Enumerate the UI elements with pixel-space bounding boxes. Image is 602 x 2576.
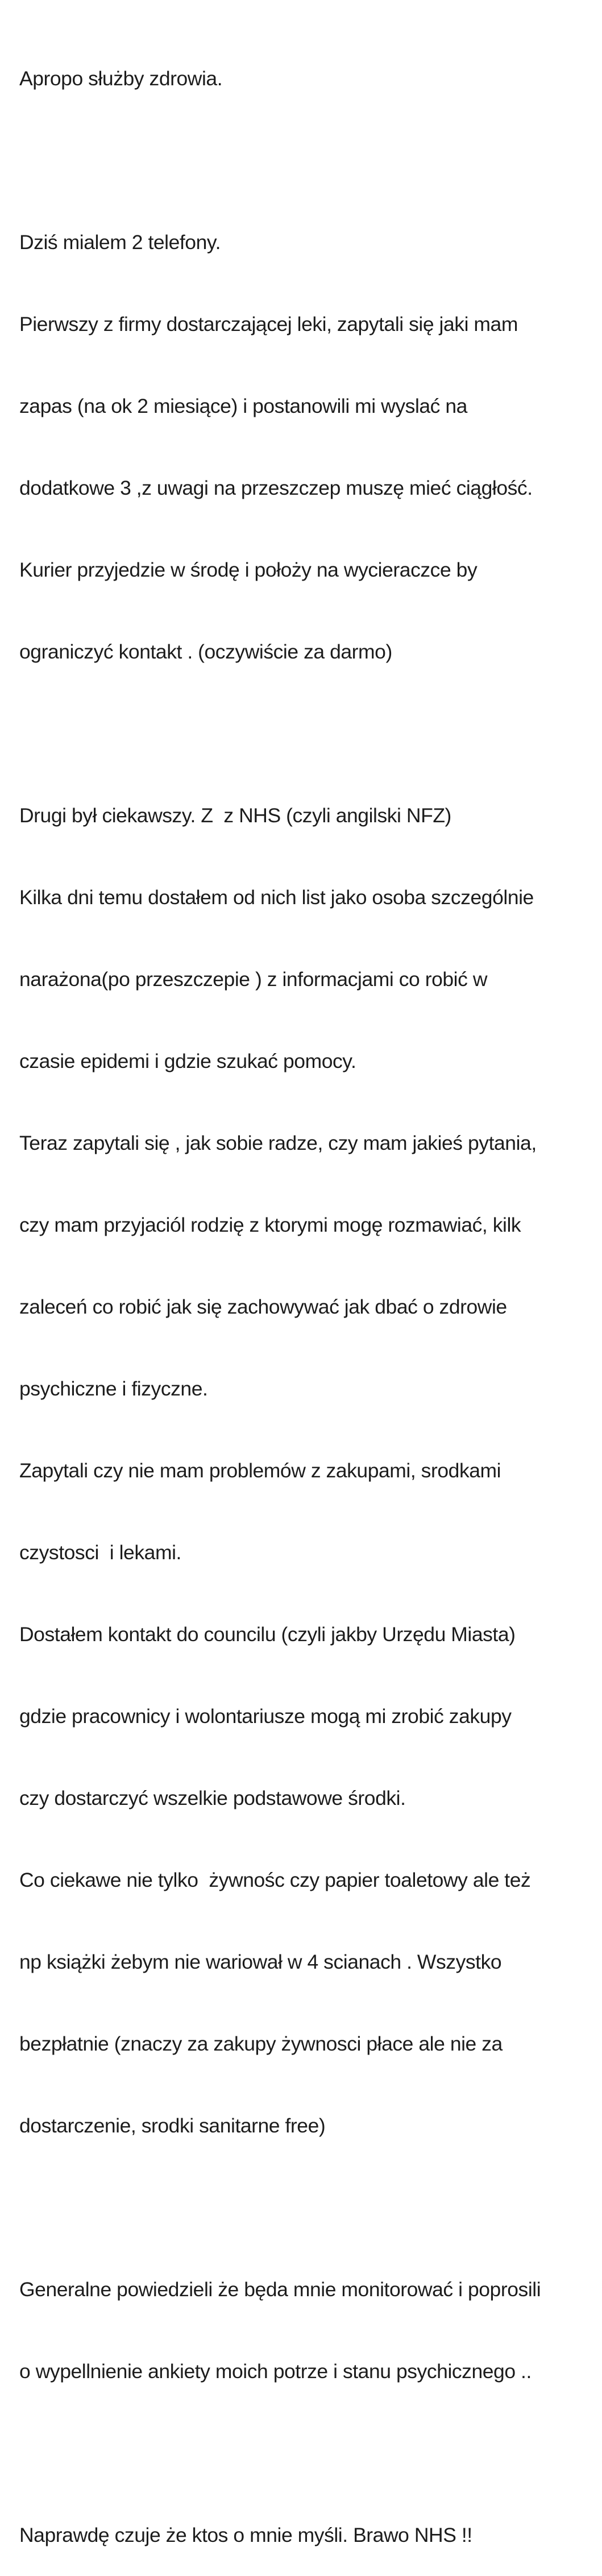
post-body (19, 10, 599, 2576)
blank-line (19, 2194, 599, 2221)
post-line: dostarczenie, srodki sanitarne free) (19, 2114, 326, 2137)
post-line: Pierwszy z firmy dostarczającej leki, zapytali się jaki mam (19, 313, 518, 336)
post-line: Generalne powiedzieli że będa mnie monitorować i poprosili (19, 2278, 541, 2301)
post-line: czy dostarczyć wszelkie podstawowe środki. (19, 1787, 406, 1809)
post-line: zapas (na ok 2 miesiące) i postanowili mi wyslać na (19, 395, 467, 417)
post-line: Drugi był ciekawszy. Z z NHS (czyli angilski NFZ) (19, 804, 451, 827)
post-line: Zapytali czy nie mam problemów z zakupami, srodkami (19, 1459, 501, 1482)
blank-line (19, 2440, 599, 2467)
post-line: gdzie pracownicy i wolontariusze mogą mi zrobić zakupy (19, 1705, 512, 1728)
post-line: czy mam przyjaciól rodzię z ktorymi mogę rozmawiać, kilk (19, 1214, 521, 1236)
post-line: narażona(po przeszczepie ) z informacjami co robić w (19, 968, 488, 991)
post-line: czystosci i lekami. (19, 1541, 181, 1564)
post-line: Kilka dni temu dostałem od nich list jako osoba szczególnie (19, 886, 534, 909)
blank-line (19, 147, 599, 174)
post-line: czasie epidemi i gdzie szukać pomocy. (19, 1050, 356, 1072)
post-line: Apropo służby zdrowia. (19, 67, 223, 90)
post-line: np książki żebym nie wariował w 4 scianach . Wszystko (19, 1950, 502, 1973)
post-line: zaleceń co robić jak się zachowywać jak dbać o zdrowie (19, 1295, 507, 1318)
post-line: Naprawdę czuje że ktos o mnie myśli. Brawo NHS !! (19, 2524, 472, 2546)
post-line: o wypellnienie ankiety moich potrze i stanu psychicznego .. (19, 2360, 532, 2383)
post-line: Kurier przyjedzie w środę i położy na wycieraczce by (19, 558, 478, 581)
post-line: dodatkowe 3 ,z uwagi na przeszczep muszę mieć ciągłość. (19, 477, 533, 499)
post-line: Dziś mialem 2 telefony. (19, 231, 221, 254)
post-line: Dostałem kontakt do councilu (czyli jakby Urzędu Miasta) (19, 1623, 516, 1646)
post-line: Co ciekawe nie tylko żywnośc czy papier toaletowy ale też (19, 1869, 531, 1891)
post-line: Teraz zapytali się , jak sobie radze, czy mam jakieś pytania, (19, 1132, 537, 1154)
blank-line (19, 720, 599, 747)
post-line: bezpłatnie (znaczy za zakupy żywnosci płace ale nie za (19, 2032, 503, 2055)
post-line: ograniczyć kontakt . (oczywiście za darmo) (19, 640, 392, 663)
post-line: psychiczne i fizyczne. (19, 1377, 208, 1400)
